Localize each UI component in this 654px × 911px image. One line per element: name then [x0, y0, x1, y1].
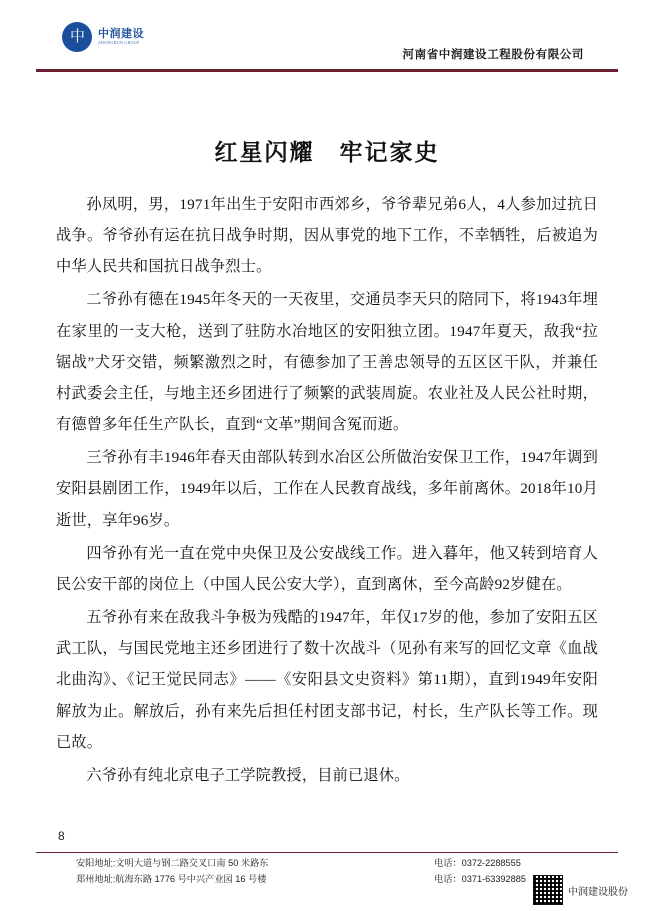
document-body — [0, 134, 654, 791]
paragraph: 五爷孙有来在敌我斗争极为残酷的1947年，年仅17岁的他，参加了安阳五区武工队，与国民党地主还乡团进行了数十次战斗（见孙有来写的回忆文章《血战北曲沟》、《记王觉民同志》——《安阳县文史资料》第11期），直到1949年安阳解放为止。解放后，孙有来先后担任村团支部书记，村长，生产队长等工作。现已故。 — [56, 609, 598, 751]
page-footer — [0, 853, 654, 905]
logo-english-text: ZHONGRUN GROUP — [98, 39, 140, 45]
address-line-1: 安阳地址:文明大道与钢二路交叉口南 50 米路东 — [76, 858, 269, 868]
phone-line-2: 电话：0371-63392885 — [434, 874, 526, 885]
paragraph: 三爷孙有丰1946年春天由部队转到水冶区公所做治安保卫工作，1947年调到安阳县剧团工作，1949年以后，工作在人民教育战线，多年前离休。2018年10月逝世，享年96岁。 — [56, 449, 598, 529]
paragraph: 四爷孙有光一直在党中央保卫及公安战线工作。进入暮年，他又转到培育人民公安干部的岗位上（中国人民公安大学），直到离休，至今高龄92岁健在。 — [56, 544, 598, 593]
qr-label: 中润建设股份 — [568, 886, 628, 898]
company-logo — [62, 22, 144, 52]
logo-chinese-text: 中润建设 — [98, 28, 144, 41]
footer-address-block — [76, 855, 268, 887]
footer-phone-block — [434, 855, 526, 887]
paragraph: 六爷孙有纯北京电子工学院教授，目前已退休。 — [86, 766, 410, 784]
header-divider — [36, 69, 618, 72]
paragraph: 孙凤明，男，1971年出生于安阳市西郊乡，爷爷辈兄弟6人，4人参加过抗日战争。爷爷孙有运在抗日战争时期，因从事党的地下工作，不幸牺牲，后被追为中华人民共和国抗日战争烈士。 — [56, 196, 598, 276]
logo-mark-icon: 中 — [62, 22, 92, 52]
logo-wordmark — [98, 29, 144, 45]
phone-line-1: 电话：0372-2288555 — [434, 858, 521, 868]
wechat-qr-block — [533, 875, 628, 905]
company-name: 河南省中润建设工程股份有限公司 — [402, 49, 584, 61]
page-header — [0, 0, 654, 72]
page-number: 8 — [58, 829, 65, 843]
paragraph: 二爷孙有德在1945年冬天的一天夜里，交通员李天只的陪同下，将1943年埋在家里的一支大枪，送到了驻防水冶地区的安阳独立团。1947年夏天，敌我“拉锯战”犬牙交错，频繁激烈之时，有德参加了王善忠领导的五区区干队，并兼任村武委会主任，与地主还乡团进行了频繁的武装周旋。农业社及人民公社时期，有德曾多年任生产队长，直到“文革”期间含冤而逝。 — [56, 291, 598, 434]
qr-code-icon — [533, 875, 563, 905]
page-title: 红星闪耀 牢记家史 — [214, 140, 440, 165]
address-line-2: 郑州地址:航海东路 1776 号中兴产业园 16 号楼 — [76, 874, 267, 885]
